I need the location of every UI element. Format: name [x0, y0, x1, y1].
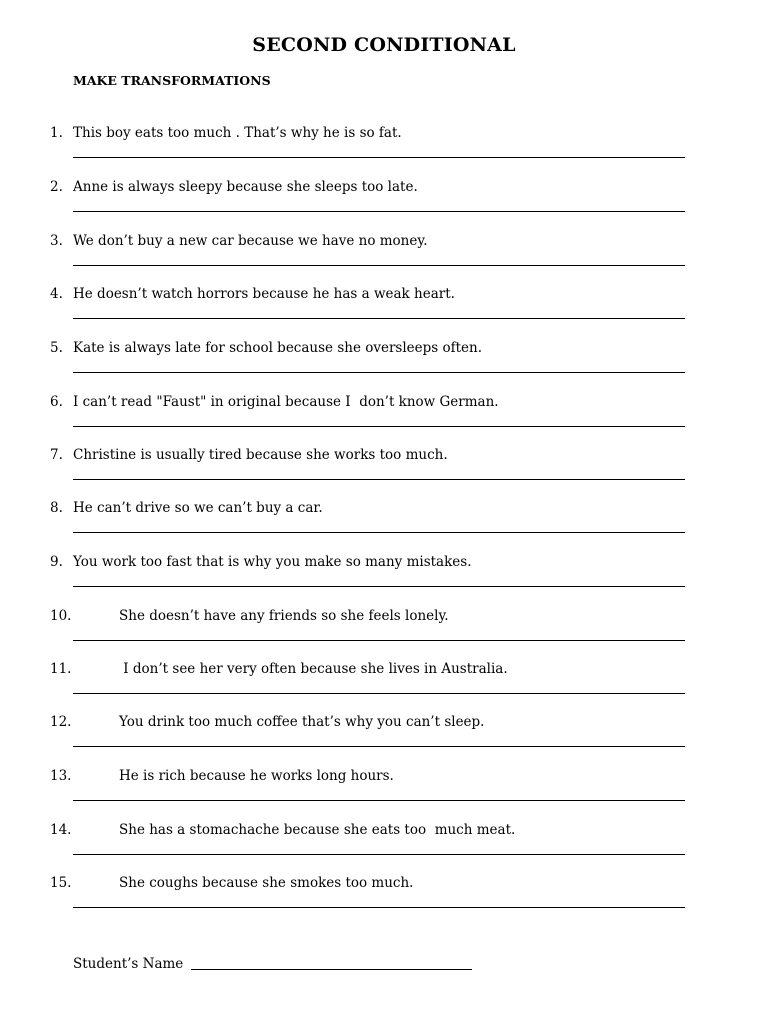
exercise-item — [0, 446, 768, 500]
item-number: 5. — [50, 340, 63, 356]
item-sentence: He doesn’t watch horrors because he has a weak heart. — [73, 286, 455, 302]
exercise-item — [0, 393, 768, 447]
answer-line[interactable] — [73, 372, 685, 373]
answer-line[interactable] — [73, 907, 685, 908]
student-name-field[interactable] — [191, 969, 472, 970]
answer-line[interactable] — [73, 800, 685, 801]
exercise-item — [0, 713, 768, 767]
item-sentence: She coughs because she smokes too much. — [119, 875, 414, 891]
exercise-item — [0, 339, 768, 393]
item-number: 10. — [50, 608, 72, 624]
item-sentence: She doesn’t have any friends so she feels lonely. — [119, 608, 449, 624]
item-number: 1. — [50, 125, 63, 141]
answer-line[interactable] — [73, 746, 685, 747]
answer-line[interactable] — [73, 426, 685, 427]
item-number: 14. — [50, 822, 72, 838]
item-number: 3. — [50, 233, 63, 249]
exercise-item — [0, 767, 768, 821]
answer-line[interactable] — [73, 640, 685, 641]
item-sentence: I can’t read "Faust" in original because I don’t know German. — [73, 394, 499, 410]
exercise-item — [0, 499, 768, 553]
answer-line[interactable] — [73, 854, 685, 855]
item-sentence: Christine is usually tired because she works too much. — [73, 447, 448, 463]
item-sentence: Anne is always sleepy because she sleeps too late. — [73, 179, 418, 195]
item-sentence: You work too fast that is why you make so many mistakes. — [73, 554, 472, 570]
exercise-item — [0, 553, 768, 607]
exercise-item — [0, 607, 768, 661]
item-number: 8. — [50, 500, 63, 516]
item-sentence: She has a stomachache because she eats too much meat. — [119, 822, 516, 838]
item-sentence: He is rich because he works long hours. — [119, 768, 394, 784]
answer-line[interactable] — [73, 586, 685, 587]
item-number: 13. — [50, 768, 72, 784]
page-title: SECOND CONDITIONAL — [252, 34, 516, 56]
item-number: 11. — [50, 661, 72, 677]
student-name-label: Student’s Name — [73, 956, 184, 972]
answer-line[interactable] — [73, 318, 685, 319]
answer-line[interactable] — [73, 211, 685, 212]
item-sentence: You drink too much coffee that’s why you can’t sleep. — [119, 714, 485, 730]
item-number: 12. — [50, 714, 72, 730]
answer-line[interactable] — [73, 693, 685, 694]
answer-line[interactable] — [73, 265, 685, 266]
exercise-item — [0, 874, 768, 928]
exercise-item — [0, 821, 768, 875]
answer-line[interactable] — [73, 532, 685, 533]
exercise-item — [0, 232, 768, 286]
item-number: 15. — [50, 875, 72, 891]
item-number: 6. — [50, 394, 63, 410]
exercise-item — [0, 178, 768, 232]
page-subtitle: MAKE TRANSFORMATIONS — [73, 73, 271, 88]
answer-line[interactable] — [73, 157, 685, 158]
item-sentence: We don’t buy a new car because we have no money. — [73, 233, 428, 249]
item-sentence: He can’t drive so we can’t buy a car. — [73, 500, 323, 516]
exercise-item — [0, 124, 768, 178]
exercise-item — [0, 285, 768, 339]
item-number: 2. — [50, 179, 63, 195]
exercise-item — [0, 660, 768, 714]
item-sentence: I don’t see her very often because she lives in Australia. — [119, 661, 508, 677]
item-number: 7. — [50, 447, 63, 463]
item-sentence: Kate is always late for school because she oversleeps often. — [73, 340, 483, 356]
item-number: 9. — [50, 554, 63, 570]
answer-line[interactable] — [73, 479, 685, 480]
item-number: 4. — [50, 286, 63, 302]
item-sentence: This boy eats too much . That’s why he is so fat. — [73, 125, 402, 141]
